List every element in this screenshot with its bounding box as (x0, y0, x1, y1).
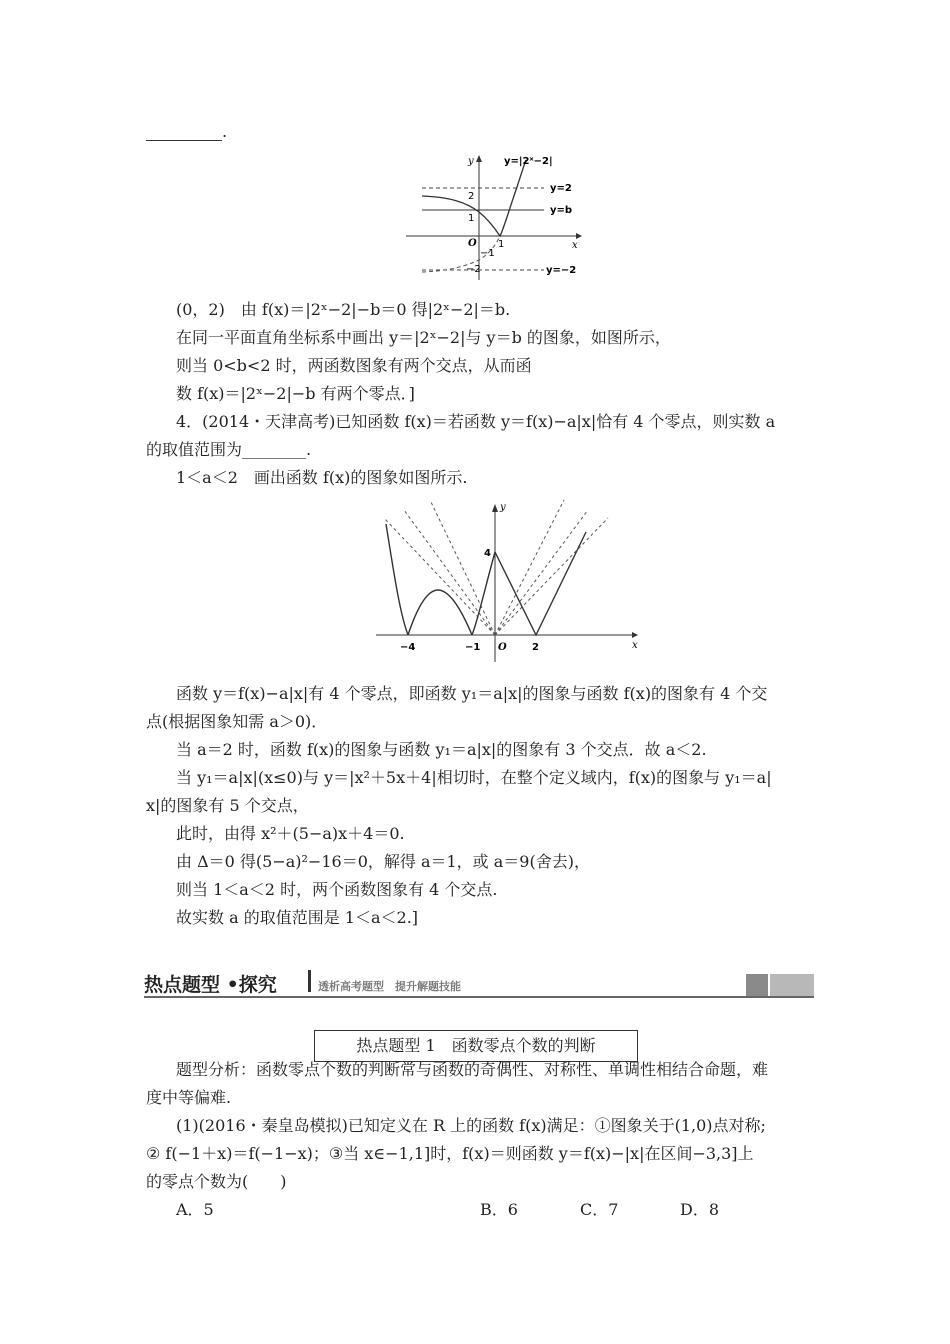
problem4-line1: 4．(2014・天津高考)已知函数 f(x)＝若函数 y＝f(x)−a|x|恰有 4 个零点，则实数 a (176, 412, 776, 431)
figure-abs-exponential-graph (404, 150, 604, 290)
question1-line3: 的零点个数为( ) (146, 1172, 287, 1191)
problem4-line2: 的取值范围为________. (146, 440, 312, 459)
solution4-line5: x|的图象有 5 个交点， (146, 796, 309, 815)
solution4-line8: 则当 1＜a＜2 时，两个函数图象有 4 个交点. (176, 880, 498, 899)
option-b: B．6 (480, 1200, 518, 1219)
y-axis-label: y (468, 156, 474, 167)
tick-neg1: −1 (480, 248, 495, 259)
solution4-line4: 当 y₁＝a|x|(x≤0)与 y＝|x²＋5x＋4|相切时，在整个定义域内，f(x)的图象与 y₁＝a| (176, 768, 772, 787)
option-c: C．7 (580, 1200, 619, 1219)
line-label-y2: y=2 (550, 183, 572, 194)
problem4-answer: 1＜a＜2 画出函数 f(x)的图象如图所示. (176, 468, 468, 487)
solution4-line3: 当 a＝2 时，函数 f(x)的图象与函数 y₁＝a|x|的图象有 3 个交点．故 a＜2. (176, 740, 707, 759)
fig2-tick-neg4: −4 (400, 642, 416, 653)
solution4-line2: 点(根据图象知需 a＞0)． (146, 712, 328, 731)
solution3-line2: 在同一平面直角坐标系中画出 y＝|2ˣ−2|与 y＝b 的图象，如图所示， (176, 328, 671, 347)
fig2-tick-neg1: −1 (465, 642, 481, 653)
solution4-line1: 函数 y＝f(x)−a|x|有 4 个零点，即函数 y₁＝a|x|的图象与函数 f(x)的图象有 4 个交 (176, 684, 768, 703)
line-label-yneg2: y=−2 (546, 265, 577, 276)
fig2-x-label: x (632, 640, 638, 651)
solution3-line4: 数 f(x)＝|2ˣ−2|−b 有两个零点．] (176, 384, 415, 403)
header-block-light (770, 974, 814, 996)
topic-box: 热点题型 1 函数零点个数的判断 (314, 1030, 638, 1062)
section-subtitle: 透析高考题型 提升解题技能 (318, 980, 461, 993)
option-d: D．8 (680, 1200, 720, 1219)
analysis-line1: 题型分析：函数零点个数的判断常与函数的奇偶性、对称性、单调性相结合命题，难 (176, 1060, 769, 1079)
period: . (222, 122, 228, 141)
header-underline (144, 996, 814, 998)
tick-1-y: 1 (468, 213, 475, 224)
line-label-yb: y=b (550, 205, 573, 216)
tick-neg2: −2 (466, 264, 481, 275)
x-axis-label: x (572, 240, 578, 251)
fig2-tick-4: 4 (484, 548, 491, 559)
solution3-line3: 则当 0<b<2 时，两函数图象有两个交点，从而函 (176, 356, 532, 375)
question1-line2: ② f(−1＋x)＝f(−1−x)；③当 x∈−1,1]时，f(x)＝则函数 y＝f(x)−|x|在区间−3,3]上 (146, 1144, 754, 1163)
solution3-line1: (0，2) 由 f(x)＝|2ˣ−2|−b＝0 得|2ˣ−2|＝b. (176, 300, 511, 319)
header-block-dark (746, 974, 768, 996)
answer-blank (146, 128, 222, 141)
fig2-y-label: y (500, 502, 506, 513)
solution4-line7: 由 Δ＝0 得(5−a)²−16＝0，解得 a＝1，或 a＝9(舍去)， (176, 852, 590, 871)
section-title: 热点题型 •探究 (144, 974, 277, 996)
question1-line1: (1)(2016・秦皇岛模拟)已知定义在 R 上的函数 f(x)满足：①图象关于(1,0)点对称; (176, 1116, 766, 1135)
solution4-line6: 此时，由得 x²＋(5−a)x＋4＝0. (176, 824, 405, 843)
origin-label: O (468, 238, 477, 249)
tick-1-x: 1 (498, 239, 505, 250)
tick-2: 2 (468, 191, 475, 202)
fig2-tick-2: 2 (532, 642, 539, 653)
solution4-line9: 故实数 a 的取值范围是 1＜a＜2.] (176, 908, 419, 927)
figure-piecewise-graph (374, 494, 644, 664)
section-divider (308, 970, 311, 992)
fig2-origin: O (498, 642, 507, 653)
analysis-line2: 度中等偏难. (146, 1088, 232, 1107)
section-header (144, 968, 814, 1000)
option-a: A．5 (176, 1200, 214, 1219)
curve-label: y=|2ˣ−2| (504, 156, 553, 167)
